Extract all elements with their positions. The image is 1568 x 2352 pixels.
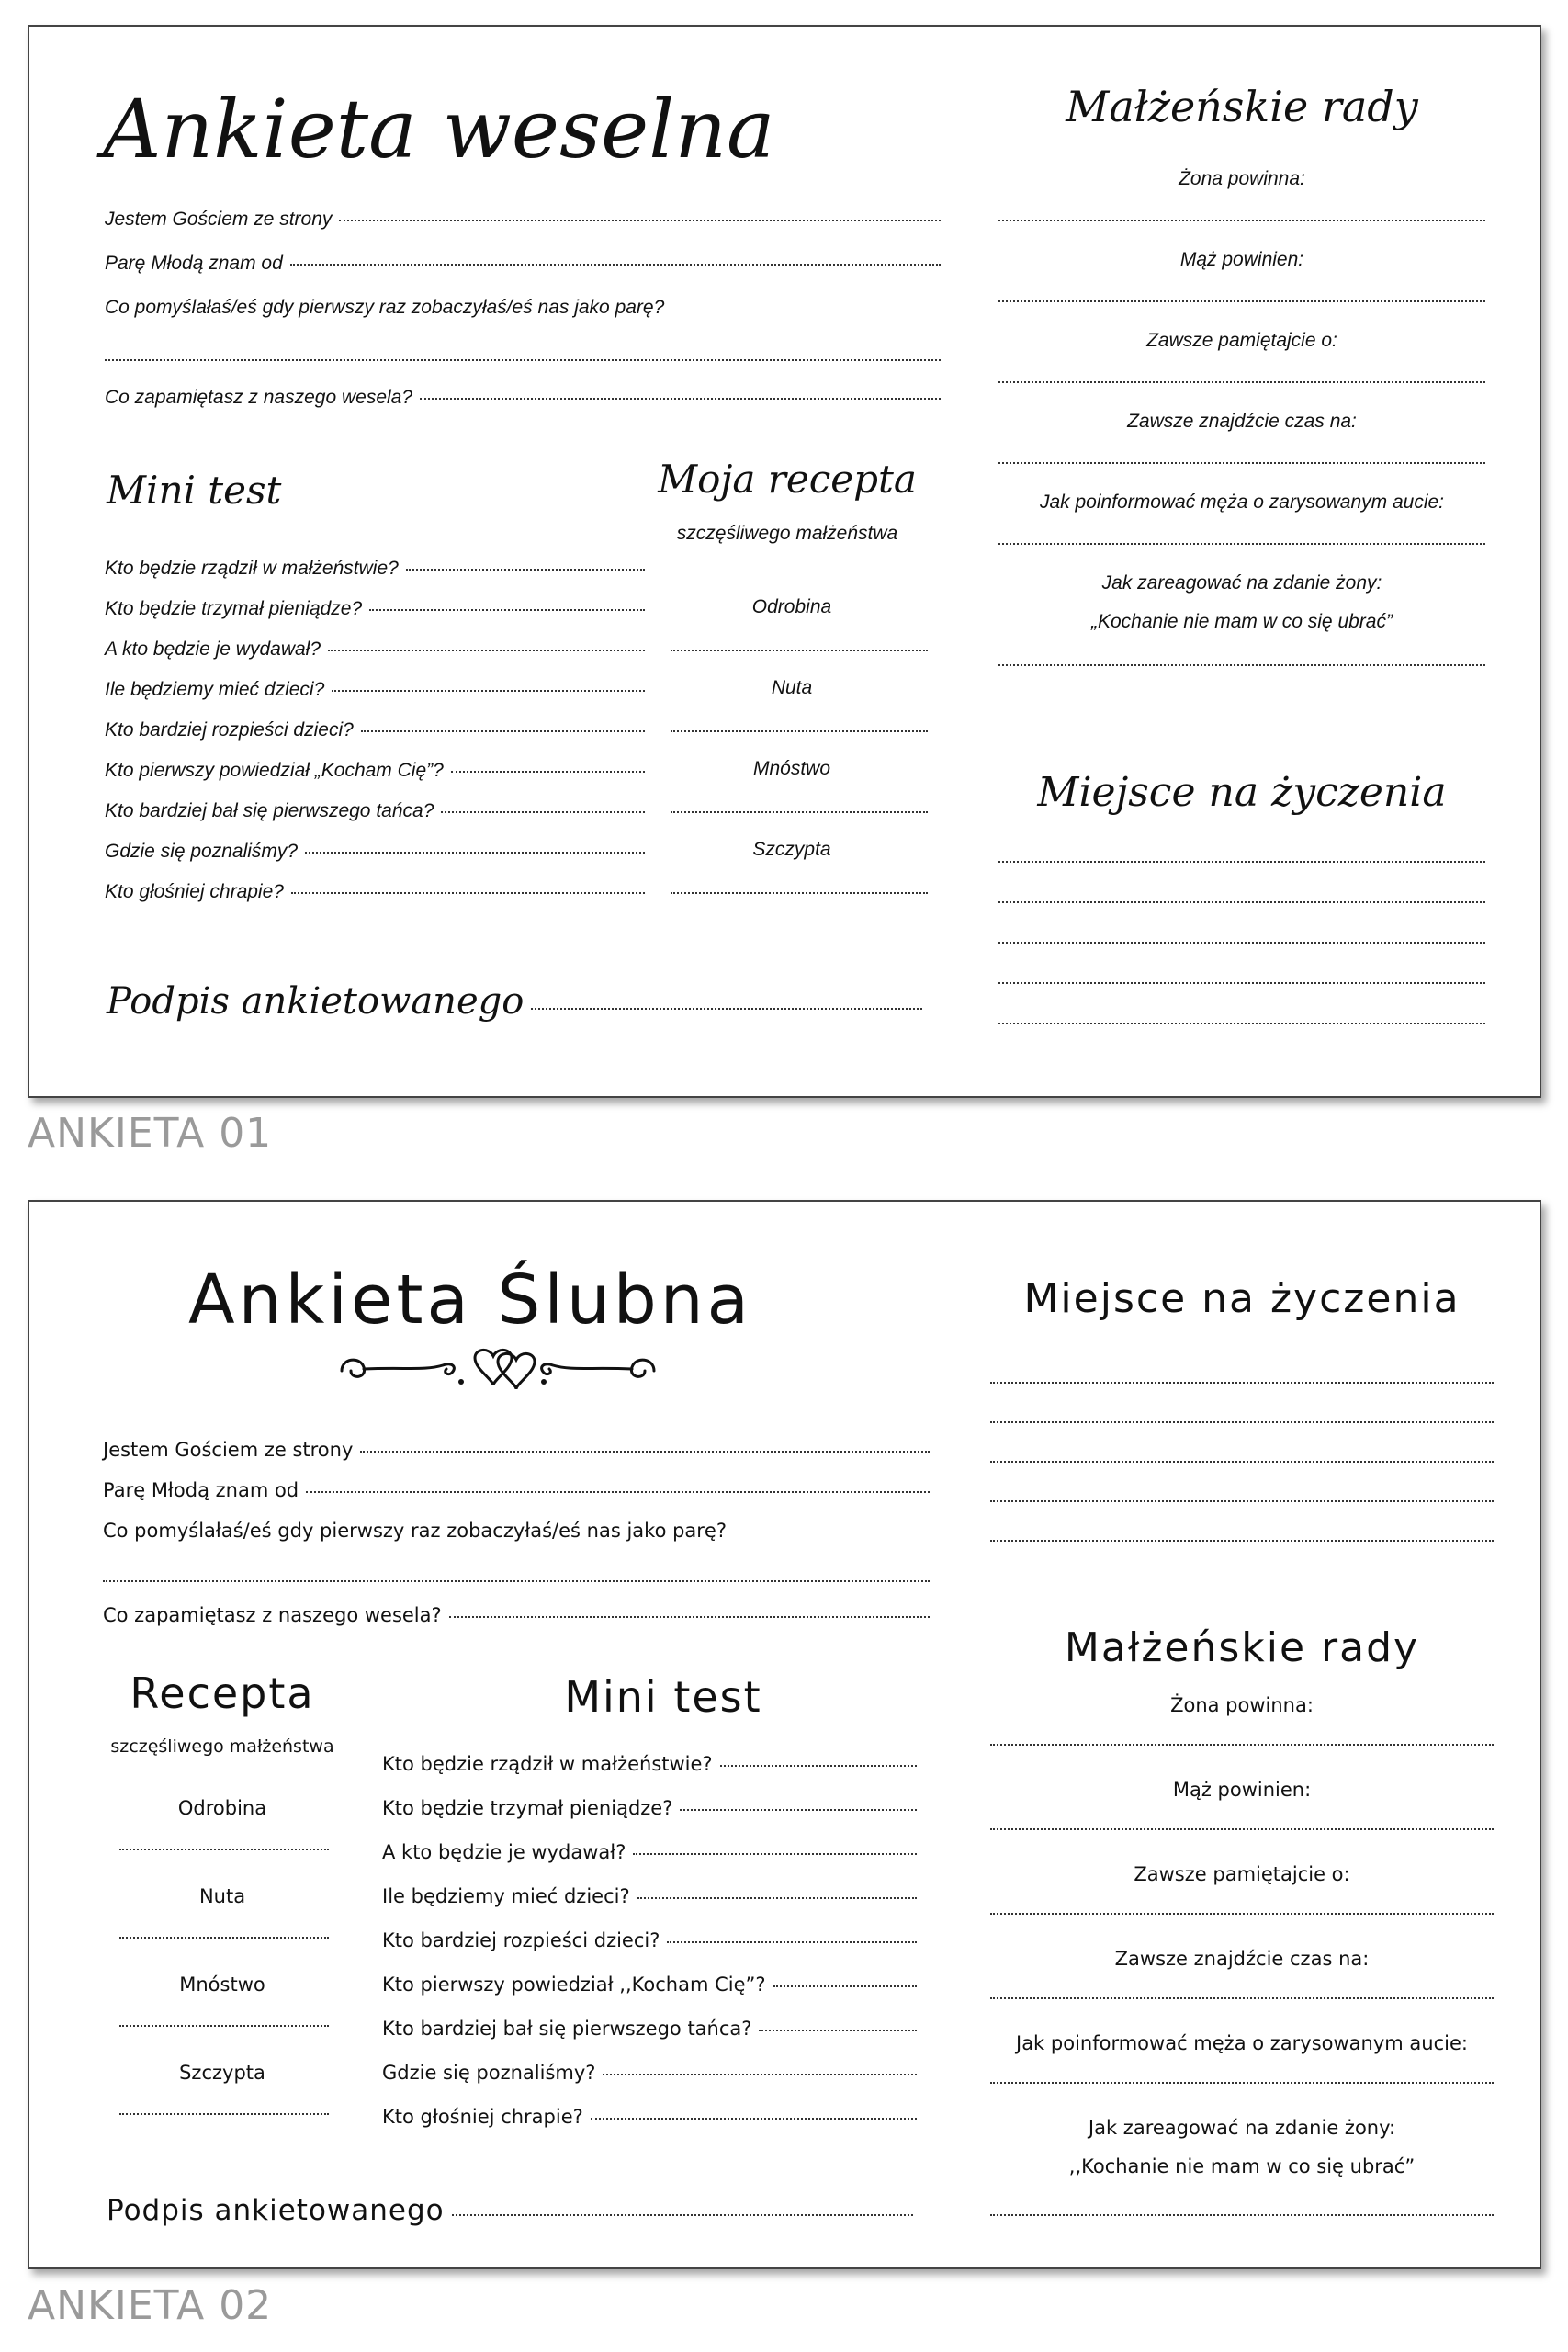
card1-wishes-line <box>998 861 1485 863</box>
card2-advice-answer-line <box>990 2082 1494 2084</box>
card2-mini-question: Kto głośniej chrapie? <box>382 2106 917 2128</box>
card2-mini-question: Kto bardziej rozpieści dzieci? <box>382 1929 917 1951</box>
card2-advice-prompt: Jak zareagować na zdanie żony: <box>1088 2117 1396 2139</box>
card1-mini-question: Kto bardziej bał się pierwszego tańca? <box>105 800 645 822</box>
card1-wishes-title: Miejsce na życzenia <box>1037 769 1447 816</box>
card1-title: Ankieta weselna <box>103 82 775 176</box>
card2-advice-answer-line <box>990 1913 1494 1915</box>
card1-mini-question: A kto będzie je wydawał? <box>105 639 645 661</box>
card2-wishes-line <box>990 1500 1494 1502</box>
card1-mini-question: Kto będzie rządził w małżeństwie? <box>105 558 645 580</box>
card1-recipe-subtitle: szczęśliwego małżeństwa <box>676 523 898 544</box>
card2-recipe-title: Recepta <box>130 1668 315 1718</box>
card2-intro-3: Co pomyślałaś/eś gdy pierwszy raz zobaczyłaś/eś nas jako parę? <box>103 1520 727 1542</box>
card1-recipe-item: Szczypta <box>752 839 831 860</box>
card2-intro-2: Parę Młodą znam od <box>103 1479 930 1501</box>
card1-advice-answer-line <box>998 300 1485 302</box>
card1-mini-question: Kto pierwszy powiedział „Kocham Cię”? <box>105 760 645 782</box>
card1-advice-answer-line <box>998 381 1485 383</box>
card1-wishes-line <box>998 1023 1485 1024</box>
card1-intro-4: Co zapamiętasz z naszego wesela? <box>105 387 941 409</box>
card1-advice-prompt: Mąż powinien: <box>1179 249 1304 270</box>
card1-advice-answer-line <box>998 543 1485 545</box>
card2-advice-prompt: Jak poinformować męża o zarysowanym aucie: <box>1016 2032 1468 2054</box>
card2-mini-question: A kto będzie je wydawał? <box>382 1841 917 1863</box>
card2-intro-4: Co zapamiętasz z naszego wesela? <box>103 1604 930 1626</box>
card2-recipe-answer-line <box>119 2025 329 2027</box>
card2-wishes-line <box>990 1421 1494 1423</box>
card1-advice-answer-line <box>998 462 1485 464</box>
card2-wishes-line <box>990 1540 1494 1542</box>
card2-advice-prompt: Żona powinna: <box>1170 1694 1314 1716</box>
survey-card-2 <box>28 1200 1541 2269</box>
card1-mini-question: Kto głośniej chrapie? <box>105 881 645 903</box>
card2-recipe-item: Nuta <box>198 1885 246 1907</box>
card1-mini-question: Kto bardziej rozpieści dzieci? <box>105 719 645 741</box>
card2-recipe-item: Mnóstwo <box>179 1973 265 1996</box>
card1-advice-prompt: Jak zareagować na zdanie żony: <box>1101 572 1382 594</box>
card2-advice-quote: ,,Kochanie nie mam w co się ubrać” <box>1068 2155 1416 2177</box>
card1-wishes-line <box>998 901 1485 903</box>
card1-signature: Podpis ankietowanego <box>107 980 922 1023</box>
card2-intro-3-answer-line <box>103 1580 930 1582</box>
card1-recipe-answer-line <box>671 811 928 813</box>
card1-recipe-title: Moja recepta <box>658 457 917 502</box>
survey-card-1 <box>28 25 1541 1098</box>
hearts-flourish-icon <box>323 1340 672 1404</box>
card1-intro-3: Co pomyślałaś/eś gdy pierwszy raz zobaczyłaś/eś nas jako parę? <box>105 297 665 318</box>
card1-recipe-answer-line <box>671 650 928 651</box>
card2-advice-answer-line <box>990 1997 1494 1999</box>
card1-mini-question: Gdzie się poznaliśmy? <box>105 841 645 863</box>
card2-mini-question: Kto pierwszy powiedział ,,Kocham Cię”? <box>382 1973 917 1996</box>
card2-mini-question: Kto będzie trzymał pieniądze? <box>382 1797 917 1819</box>
card2-signature: Podpis ankietowanego <box>107 2194 913 2227</box>
card2-recipe-item: Szczypta <box>179 2062 265 2084</box>
card2-advice-answer-line <box>990 2214 1494 2216</box>
card1-wishes-line <box>998 982 1485 984</box>
card1-advice-answer-line <box>998 664 1485 666</box>
card2-mini-test-title: Mini test <box>564 1672 762 1722</box>
card1-advice-answer-line <box>998 220 1485 221</box>
card1-recipe-item: Mnóstwo <box>752 758 831 779</box>
card2-recipe-item: Odrobina <box>177 1797 267 1819</box>
card2-wishes-title: Miejsce na życzenia <box>1023 1275 1461 1322</box>
card2-wishes-line <box>990 1461 1494 1463</box>
card2-advice-prompt: Mąż powinien: <box>1172 1779 1312 1801</box>
card1-mini-test-title: Mini test <box>107 468 282 513</box>
card2-mini-question: Kto bardziej bał się pierwszego tańca? <box>382 2018 917 2040</box>
card1-advice-title: Małżeńskie rady <box>1066 82 1418 131</box>
card1-advice-prompt: Żona powinna: <box>1179 168 1305 189</box>
card2-title: Ankieta Ślubna <box>188 1261 752 1340</box>
card2-advice-prompt: Zawsze znajdźcie czas na: <box>1114 1948 1370 1970</box>
card2-mini-question: Gdzie się poznaliśmy? <box>382 2062 917 2084</box>
caption-ankieta-02: ANKIETA 02 <box>28 2282 273 2329</box>
card2-recipe-answer-line <box>119 2113 329 2115</box>
card2-recipe-subtitle: szczęśliwego małżeństwa <box>110 1736 334 1757</box>
card1-intro-2: Parę Młodą znam od <box>105 253 941 275</box>
card2-recipe-answer-line <box>119 1937 329 1939</box>
card1-intro-1: Jestem Gościem ze strony <box>105 209 941 231</box>
card2-recipe-answer-line <box>119 1849 329 1850</box>
card1-mini-question: Kto będzie trzymał pieniądze? <box>105 598 645 620</box>
card1-intro-3-answer-line <box>105 359 941 361</box>
card1-mini-question: Ile będziemy mieć dzieci? <box>105 679 645 701</box>
card1-wishes-line <box>998 942 1485 944</box>
card1-recipe-item: Odrobina <box>751 596 832 617</box>
card2-advice-answer-line <box>990 1744 1494 1746</box>
card2-advice-prompt: Zawsze pamiętajcie o: <box>1134 1863 1350 1885</box>
card1-advice-prompt: Zawsze pamiętajcie o: <box>1146 330 1337 351</box>
card1-recipe-answer-line <box>671 892 928 894</box>
card1-advice-prompt: Jak poinformować męża o zarysowanym aucie: <box>1039 492 1444 513</box>
card2-wishes-line <box>990 1382 1494 1384</box>
card1-recipe-answer-line <box>671 730 928 732</box>
card1-recipe-item: Nuta <box>771 677 813 698</box>
caption-ankieta-01: ANKIETA 01 <box>28 1110 273 1157</box>
card2-advice-title: Małżeńskie rady <box>1064 1624 1420 1671</box>
card2-mini-question: Kto będzie rządził w małżeństwie? <box>382 1753 917 1775</box>
card2-intro-1: Jestem Gościem ze strony <box>103 1439 930 1461</box>
card1-advice-prompt: Zawsze znajdźcie czas na: <box>1127 411 1357 432</box>
card2-mini-question: Ile będziemy mieć dzieci? <box>382 1885 917 1907</box>
card2-advice-answer-line <box>990 1828 1494 1830</box>
card1-advice-quote: „Kochanie nie mam w co się ubrać” <box>1091 611 1393 632</box>
